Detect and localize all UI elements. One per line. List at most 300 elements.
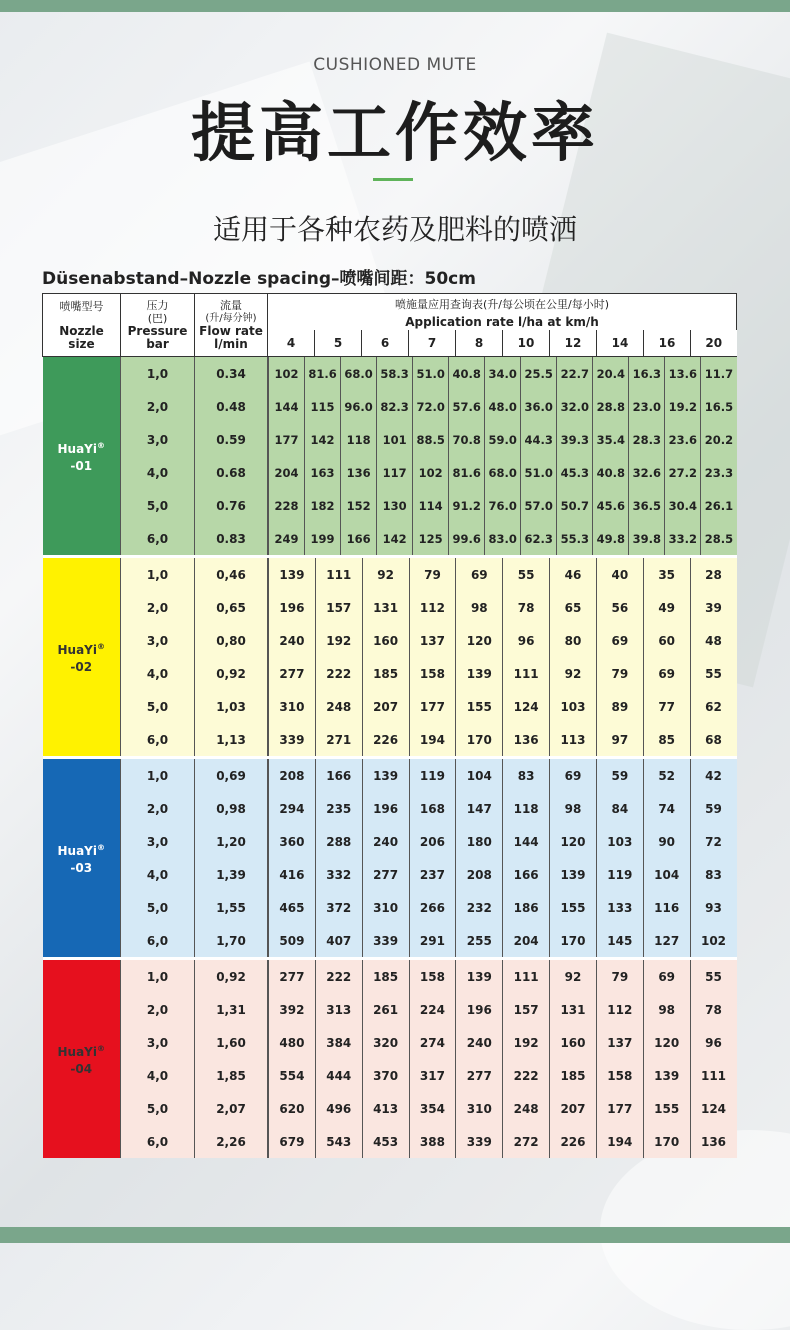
rate-cell: 317: [409, 1059, 456, 1092]
rate-cell: 16.3: [628, 357, 664, 390]
rate-cell: 42: [690, 759, 737, 792]
pressure-cell: 3,0: [121, 1026, 195, 1059]
rate-cells: [268, 960, 737, 993]
flow-cell: 1,70: [195, 924, 268, 957]
rate-cell: 177: [268, 423, 304, 456]
rate-cell: 113: [549, 723, 596, 756]
rate-cell: 158: [409, 960, 456, 993]
rate-cell: 91.2: [448, 489, 484, 522]
rate-cell: 40: [596, 558, 643, 591]
rate-cells: [268, 858, 737, 891]
rate-cell: 97: [596, 723, 643, 756]
rate-cell: 124: [502, 690, 549, 723]
rate-cell: 70.8: [448, 423, 484, 456]
rate-cell: 119: [596, 858, 643, 891]
header-rate-cn: 喷施量应用查询表(升/每公顷在公里/每小时): [268, 294, 737, 315]
rate-cell: 177: [596, 1092, 643, 1125]
rate-cell: 51.0: [412, 357, 448, 390]
rate-cell: 68.0: [340, 357, 376, 390]
rate-cell: 413: [362, 1092, 409, 1125]
rate-cell: 360: [268, 825, 315, 858]
rate-cell: 222: [315, 960, 362, 993]
rate-cell: 137: [596, 1026, 643, 1059]
rate-cell: 20.4: [592, 357, 628, 390]
pressure-cell: 2,0: [121, 792, 195, 825]
rate-cell: 194: [596, 1125, 643, 1158]
rate-cell: 98: [455, 591, 502, 624]
rate-cell: 92: [549, 657, 596, 690]
nozzle-brand: HuaYi: [57, 643, 97, 657]
speed-header-9: 20: [691, 330, 737, 357]
table-row: [43, 1092, 737, 1125]
rate-cell: 310: [455, 1092, 502, 1125]
rate-cell: 228: [268, 489, 304, 522]
rate-cell: 131: [549, 993, 596, 1026]
rate-cell: 76.0: [484, 489, 520, 522]
pressure-cell: 6,0: [121, 1125, 195, 1158]
eyebrow-text: CUSHIONED MUTE: [313, 55, 477, 75]
table-row: [43, 1059, 737, 1092]
header-nozzle-en: Nozzle size: [59, 323, 104, 351]
rate-cell: 81.6: [448, 456, 484, 489]
nozzle-code: -04: [70, 1062, 93, 1076]
rate-cell: 235: [315, 792, 362, 825]
rate-cell: 39.3: [556, 423, 592, 456]
speed-header-7: 14: [597, 330, 644, 357]
rate-cell: 416: [268, 858, 315, 891]
rate-cell: 28: [690, 558, 737, 591]
rate-cells: [268, 624, 737, 657]
rate-cell: 32.6: [628, 456, 664, 489]
rate-cell: 111: [502, 960, 549, 993]
rate-cell: 206: [409, 825, 456, 858]
rate-cell: 35.4: [592, 423, 628, 456]
rate-cell: 310: [268, 690, 315, 723]
rate-cell: 139: [455, 657, 502, 690]
rate-cell: 111: [690, 1059, 737, 1092]
header-pressure: [121, 294, 195, 357]
pressure-cell: 1,0: [121, 558, 195, 591]
rate-cell: 277: [455, 1059, 502, 1092]
pressure-cell: 5,0: [121, 489, 195, 522]
rate-cell: 384: [315, 1026, 362, 1059]
rate-cell: 620: [268, 1092, 315, 1125]
rate-cells: [268, 1059, 737, 1092]
rate-cell: 13.6: [664, 357, 700, 390]
rate-cell: 96: [502, 624, 549, 657]
pressure-cell: 5,0: [121, 1092, 195, 1125]
rate-cell: 19.2: [664, 390, 700, 423]
rate-cell: 288: [315, 825, 362, 858]
flow-cell: 1,03: [195, 690, 268, 723]
rate-cell: 277: [362, 858, 409, 891]
rate-cell: 22.7: [556, 357, 592, 390]
rate-cell: 248: [315, 690, 362, 723]
rate-cell: 294: [268, 792, 315, 825]
table-row: [43, 489, 737, 522]
speed-header-8: 16: [644, 330, 691, 357]
flow-cell: 0,69: [195, 759, 268, 792]
rate-cells: [268, 657, 737, 690]
rate-cell: 58.3: [376, 357, 412, 390]
pressure-cell: 1,0: [121, 357, 195, 391]
nozzle-label: [43, 357, 121, 556]
rate-cell: 79: [596, 657, 643, 690]
rate-cell: 226: [549, 1125, 596, 1158]
rate-cell: 332: [315, 858, 362, 891]
rate-cells: [268, 1125, 737, 1158]
rate-cell: 57.0: [520, 489, 556, 522]
rate-cell: 39.8: [628, 522, 664, 555]
header-flow-cn2: (升/每分钟): [205, 313, 257, 324]
rate-cell: 170: [643, 1125, 690, 1158]
rate-cells: [268, 993, 737, 1026]
rate-cell: 320: [362, 1026, 409, 1059]
flow-cell: 0,80: [195, 624, 268, 657]
speed-header-5: 10: [503, 330, 550, 357]
rate-cell: 111: [315, 558, 362, 591]
table-row: [43, 759, 737, 792]
rate-cell: 81.6: [304, 357, 340, 390]
rate-cell: 102: [690, 924, 737, 957]
pressure-cell: 4,0: [121, 1059, 195, 1092]
pressure-cell: 3,0: [121, 825, 195, 858]
rate-cell: 277: [268, 960, 315, 993]
header-pressure-en: Pressure bar: [127, 324, 188, 351]
rate-cell: 48.0: [484, 390, 520, 423]
rate-cell: 158: [596, 1059, 643, 1092]
rate-cell: 274: [409, 1026, 456, 1059]
rate-cell: 69: [455, 558, 502, 591]
speed-header-0: 4: [268, 330, 315, 357]
header-flow: [195, 294, 268, 357]
rate-cell: 261: [362, 993, 409, 1026]
rate-cell: 114: [412, 489, 448, 522]
rate-cell: 240: [362, 825, 409, 858]
rate-cell: 65: [549, 591, 596, 624]
rate-cell: 103: [549, 690, 596, 723]
rate-cells: [268, 792, 737, 825]
rate-cell: 163: [304, 456, 340, 489]
rate-cell: 185: [362, 657, 409, 690]
table-row: [43, 423, 737, 456]
nozzle-label: [43, 759, 121, 957]
table-row: [43, 657, 737, 690]
rate-cell: 103: [596, 825, 643, 858]
pressure-cell: 5,0: [121, 891, 195, 924]
rate-cells: [268, 423, 737, 456]
rate-cell: 84: [596, 792, 643, 825]
rate-cell: 207: [549, 1092, 596, 1125]
registered-mark: ®: [97, 1044, 105, 1053]
rate-cell: 192: [315, 624, 362, 657]
nozzle-label: [43, 558, 121, 756]
rate-cell: 28.3: [628, 423, 664, 456]
rate-cell: 199: [304, 522, 340, 555]
rate-cell: 92: [549, 960, 596, 993]
rate-cells: [268, 456, 737, 489]
rate-cell: 166: [340, 522, 376, 555]
table-row: [43, 723, 737, 756]
rate-cell: 28.8: [592, 390, 628, 423]
rate-cell: 88.5: [412, 423, 448, 456]
rate-cell: 480: [268, 1026, 315, 1059]
rate-cell: 142: [376, 522, 412, 555]
rate-cell: 224: [409, 993, 456, 1026]
rate-cell: 127: [643, 924, 690, 957]
rate-cell: 74: [643, 792, 690, 825]
rate-cell: 79: [596, 960, 643, 993]
pressure-cell: 6,0: [121, 924, 195, 957]
rate-cell: 240: [268, 624, 315, 657]
rate-cell: 139: [643, 1059, 690, 1092]
rate-cell: 543: [315, 1125, 362, 1158]
pressure-cell: 2,0: [121, 591, 195, 624]
speed-header-6: 12: [550, 330, 597, 357]
table-row: [43, 456, 737, 489]
rate-cell: 168: [409, 792, 456, 825]
rate-cell: 130: [376, 489, 412, 522]
rate-cell: 104: [643, 858, 690, 891]
rate-cells: [268, 1092, 737, 1125]
rate-cell: 194: [409, 723, 456, 756]
rate-cells: [268, 723, 737, 756]
speed-header-2: 6: [362, 330, 409, 357]
rate-cell: 372: [315, 891, 362, 924]
rate-cell: 185: [549, 1059, 596, 1092]
rate-cell: 32.0: [556, 390, 592, 423]
rate-cell: 137: [409, 624, 456, 657]
rate-cell: 177: [409, 690, 456, 723]
rate-cell: 51.0: [520, 456, 556, 489]
registered-mark: ®: [97, 441, 105, 450]
rate-cell: 226: [362, 723, 409, 756]
table-row: [43, 522, 737, 555]
flow-cell: 0,46: [195, 558, 268, 591]
rate-cell: 370: [362, 1059, 409, 1092]
flow-cell: 2,26: [195, 1125, 268, 1158]
rate-cell: 80: [549, 624, 596, 657]
table-body: [43, 357, 737, 1159]
flow-cell: 0.34: [195, 357, 268, 391]
accent-divider: [373, 178, 413, 181]
rate-cell: 240: [455, 1026, 502, 1059]
rate-cell: 133: [596, 891, 643, 924]
rate-cell: 78: [690, 993, 737, 1026]
rate-cells: [268, 489, 737, 522]
flow-cell: 2,07: [195, 1092, 268, 1125]
header-pressure-cn2: (巴): [147, 312, 168, 325]
rate-cell: 207: [362, 690, 409, 723]
rate-cell: 465: [268, 891, 315, 924]
rate-cell: 112: [409, 591, 456, 624]
rate-cell: 102: [268, 357, 304, 390]
rate-cell: 89: [596, 690, 643, 723]
rate-cell: 144: [268, 390, 304, 423]
rate-cell: 136: [502, 723, 549, 756]
rate-cell: 166: [315, 759, 362, 792]
bottom-frame-bar: [0, 1227, 790, 1243]
rate-cell: 116: [643, 891, 690, 924]
rate-cell: 57.6: [448, 390, 484, 423]
rate-cell: 49: [643, 591, 690, 624]
rate-cell: 68: [690, 723, 737, 756]
rate-cell: 196: [362, 792, 409, 825]
rate-cell: 277: [268, 657, 315, 690]
rate-cell: 69: [549, 759, 596, 792]
rate-cell: 204: [268, 456, 304, 489]
flow-cell: 1,60: [195, 1026, 268, 1059]
flow-cell: 1,85: [195, 1059, 268, 1092]
table-row: [43, 1026, 737, 1059]
rate-cell: 155: [455, 690, 502, 723]
table-row: [43, 825, 737, 858]
rate-cells: [268, 522, 737, 555]
rate-cell: 119: [409, 759, 456, 792]
rate-cell: 46: [549, 558, 596, 591]
rate-cell: 496: [315, 1092, 362, 1125]
rate-cell: 120: [643, 1026, 690, 1059]
rate-cell: 144: [502, 825, 549, 858]
rate-cells: [268, 891, 737, 924]
rate-cell: 117: [376, 456, 412, 489]
table-row: [43, 960, 737, 993]
rate-cell: 118: [340, 423, 376, 456]
pressure-cell: 3,0: [121, 423, 195, 456]
flow-cell: 0,98: [195, 792, 268, 825]
rate-cell: 111: [502, 657, 549, 690]
rate-cell: 55.3: [556, 522, 592, 555]
rate-cell: 271: [315, 723, 362, 756]
rate-cell: 291: [409, 924, 456, 957]
speed-header-3: 7: [409, 330, 456, 357]
rate-cell: 158: [409, 657, 456, 690]
flow-cell: 0,92: [195, 960, 268, 993]
rate-cell: 136: [690, 1125, 737, 1158]
table-row: [43, 858, 737, 891]
nozzle-brand: HuaYi: [57, 1045, 97, 1059]
rate-cell: 208: [268, 759, 315, 792]
rate-cell: 40.8: [448, 357, 484, 390]
rate-cell: 120: [455, 624, 502, 657]
nozzle-code: -01: [70, 459, 93, 473]
header-rate-en: Application rate l/ha at km/h: [268, 314, 737, 330]
rate-cell: 118: [502, 792, 549, 825]
rate-cell: 48: [690, 624, 737, 657]
rate-cell: 99.6: [448, 522, 484, 555]
rate-cell: 104: [455, 759, 502, 792]
rate-cell: 59: [596, 759, 643, 792]
rate-cells: [268, 591, 737, 624]
rate-cell: 40.8: [592, 456, 628, 489]
flow-cell: 0,65: [195, 591, 268, 624]
rate-cell: 115: [304, 390, 340, 423]
rate-cell: 98: [643, 993, 690, 1026]
pressure-cell: 4,0: [121, 657, 195, 690]
rate-cells: [268, 690, 737, 723]
rate-cell: 30.4: [664, 489, 700, 522]
rate-cell: 339: [268, 723, 315, 756]
nozzle-brand: HuaYi: [57, 442, 97, 456]
rate-cell: 55: [690, 960, 737, 993]
rate-cell: 204: [502, 924, 549, 957]
rate-cell: 35: [643, 558, 690, 591]
rate-cell: 139: [549, 858, 596, 891]
rate-cell: 170: [455, 723, 502, 756]
rate-cell: 16.5: [700, 390, 736, 423]
rate-cell: 152: [340, 489, 376, 522]
rate-cell: 392: [268, 993, 315, 1026]
rate-cell: 83.0: [484, 522, 520, 555]
rate-table: [42, 293, 737, 1158]
rate-cell: 23.6: [664, 423, 700, 456]
rate-cell: 20.2: [700, 423, 736, 456]
rate-cells: [268, 558, 737, 591]
rate-cell: 39: [690, 591, 737, 624]
rate-cells: [268, 390, 737, 423]
rate-cell: 55: [690, 657, 737, 690]
rate-cell: 96: [690, 1026, 737, 1059]
rate-cell: 69: [643, 960, 690, 993]
rate-cell: 28.5: [700, 522, 736, 555]
rate-cell: 453: [362, 1125, 409, 1158]
table-row: [43, 924, 737, 957]
rate-cell: 49.8: [592, 522, 628, 555]
rate-cell: 182: [304, 489, 340, 522]
registered-mark: ®: [97, 642, 105, 651]
rate-cell: 50.7: [556, 489, 592, 522]
rate-cells: [268, 1026, 737, 1059]
pressure-cell: 1,0: [121, 759, 195, 792]
rate-cell: 208: [455, 858, 502, 891]
table-row: [43, 1125, 737, 1158]
rate-cell: 180: [455, 825, 502, 858]
pressure-cell: 6,0: [121, 723, 195, 756]
rate-cell: 62: [690, 690, 737, 723]
rate-cell: 44.3: [520, 423, 556, 456]
rate-cell: 237: [409, 858, 456, 891]
rate-cell: 52: [643, 759, 690, 792]
rate-cell: 60: [643, 624, 690, 657]
pressure-cell: 4,0: [121, 858, 195, 891]
pressure-cell: 6,0: [121, 522, 195, 555]
rate-cell: 56: [596, 591, 643, 624]
header-flow-en: Flow rate l/min: [199, 324, 263, 351]
rate-cell: 249: [268, 522, 304, 555]
rate-cell: 192: [502, 1026, 549, 1059]
rate-cell: 90: [643, 825, 690, 858]
rate-cell: 248: [502, 1092, 549, 1125]
rate-cell: 160: [549, 1026, 596, 1059]
pressure-cell: 5,0: [121, 690, 195, 723]
flow-cell: 0.48: [195, 390, 268, 423]
rate-cells: [268, 924, 737, 957]
rate-cell: 101: [376, 423, 412, 456]
page-subheadline: 适用于各种农药及肥料的喷洒: [212, 213, 577, 246]
rate-cell: 36.0: [520, 390, 556, 423]
rate-cell: 125: [412, 522, 448, 555]
nozzle-brand: HuaYi: [57, 844, 97, 858]
rate-cell: 68.0: [484, 456, 520, 489]
rate-cell: 55: [502, 558, 549, 591]
rate-cell: 679: [268, 1125, 315, 1158]
flow-cell: 0.76: [195, 489, 268, 522]
rate-cell: 23.0: [628, 390, 664, 423]
pressure-cell: 2,0: [121, 390, 195, 423]
rate-cell: 102: [412, 456, 448, 489]
rate-cell: 136: [340, 456, 376, 489]
rate-cell: 45.3: [556, 456, 592, 489]
